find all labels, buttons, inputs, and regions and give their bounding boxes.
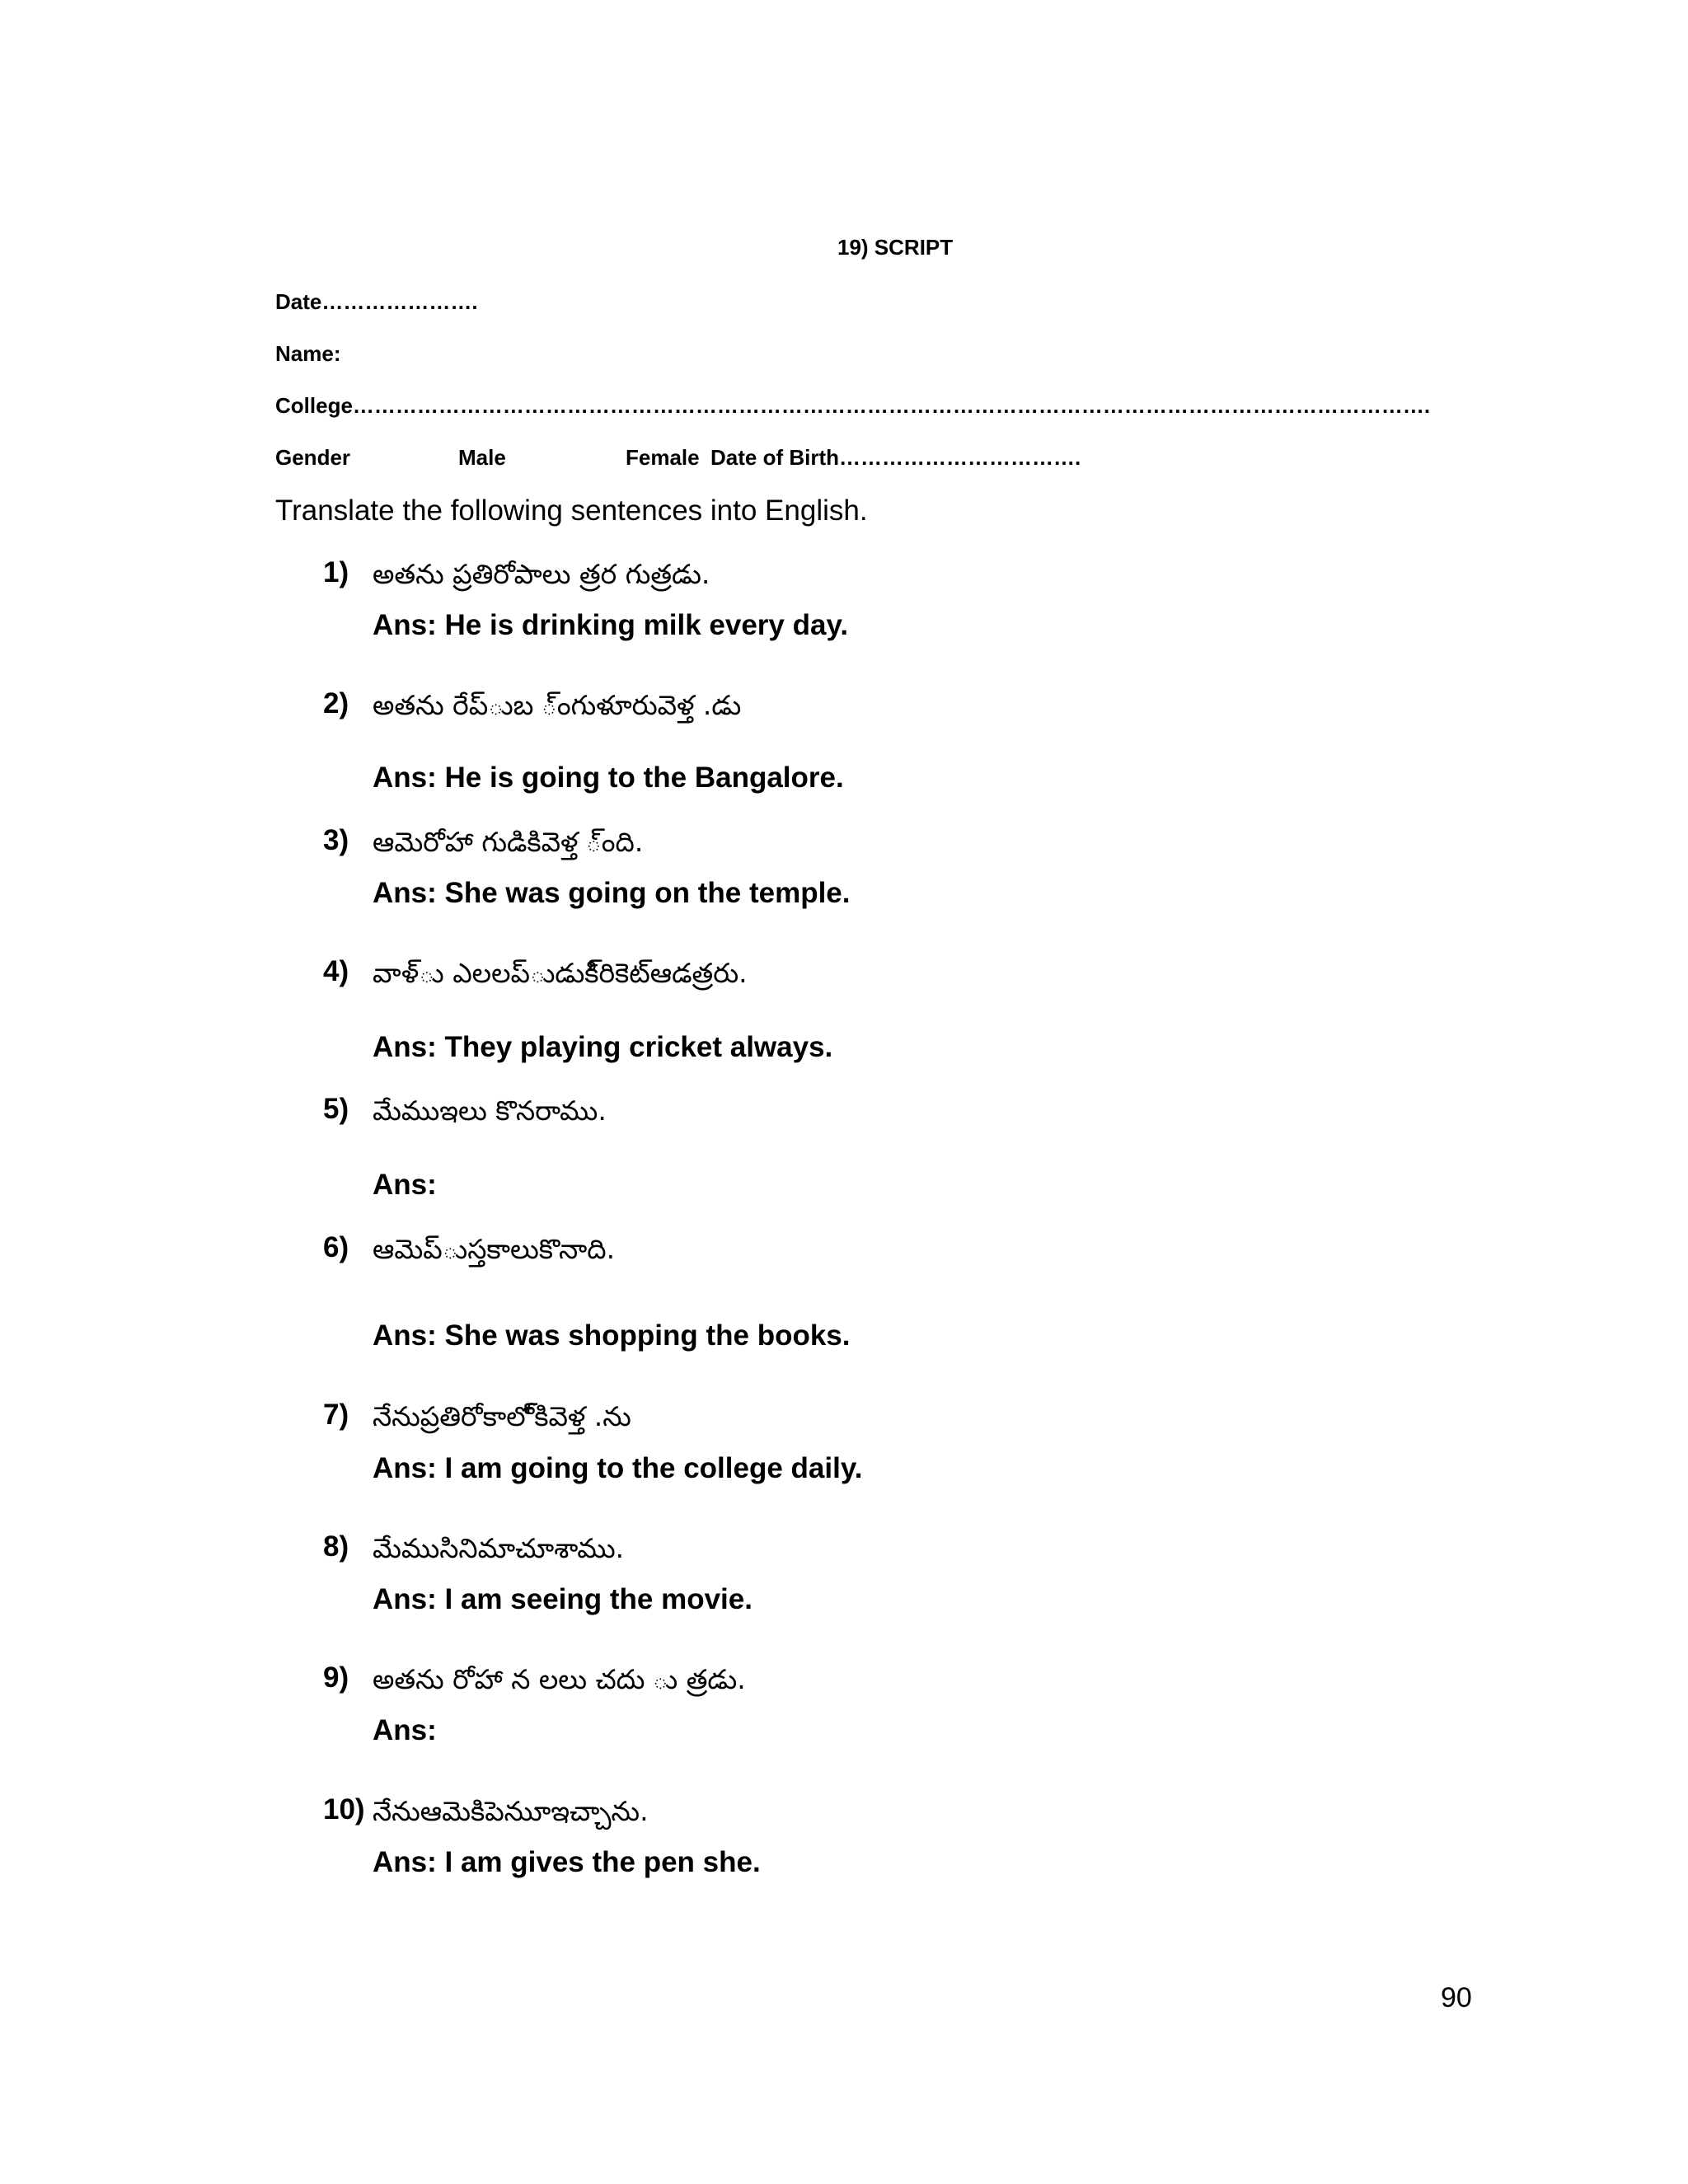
male-option: Male — [458, 445, 506, 470]
page-number: 90 — [1441, 1982, 1472, 2013]
question-text: అతను రేప్ుబ ్ంగుళూరువెళ్త .డు — [373, 689, 742, 721]
question-number: 4) — [323, 955, 349, 987]
answer-text: Ans: He is drinking milk every day. — [373, 609, 849, 641]
instructions: Translate the following sentences into English. — [275, 494, 868, 527]
dob-field: Date of Birth……………………………. — [710, 445, 1081, 470]
answer-text: Ans: — [373, 1169, 437, 1201]
question-number: 6) — [323, 1231, 349, 1263]
question-text: ఆమెప్ుస్తకాలుకొనాది. — [373, 1233, 616, 1265]
date-field: Date…………………. — [275, 289, 478, 314]
college-field: College……………………………………………………………………………………………………………………………………. — [275, 393, 1431, 418]
question-text: నేనుఆమెకిపెనుూఇచ్చాను. — [373, 1795, 649, 1827]
question-text: అతను ప్రతిరోపాలు త్రర గుత్రడు. — [373, 558, 710, 590]
question-text: నేనుప్రతిరోకాలో్కివెళ్త .ను — [373, 1400, 631, 1432]
name-field: Name: — [275, 341, 341, 366]
question-text: వాళ్ు ఎలలప్ుడుకి్రికెట్ఆడత్రరు. — [373, 957, 748, 989]
answer-text: Ans: She was going on the temple. — [373, 877, 851, 909]
page-title: 19) SCRIPT — [837, 235, 954, 260]
question-number: 1) — [323, 556, 349, 588]
question-number: 9) — [323, 1661, 349, 1694]
answer-text: Ans: They playing cricket always. — [373, 1031, 833, 1063]
gender-label: Gender — [275, 445, 351, 470]
answer-text: Ans: I am going to the college daily. — [373, 1452, 863, 1484]
question-number: 3) — [323, 824, 349, 856]
question-text: మేముఇలు కొనరాము. — [373, 1094, 607, 1127]
question-number: 10) — [323, 1793, 365, 1825]
answer-text: Ans: I am gives the pen she. — [373, 1846, 761, 1878]
female-option: Female — [626, 445, 700, 470]
question-number: 2) — [323, 687, 349, 719]
question-text: ఆమెరోహా గుడికివెళ్త ్ంది. — [373, 826, 644, 858]
question-text: అతను రోహా న లలు చదు ు త్రడు. — [373, 1663, 746, 1695]
answer-text: Ans: — [373, 1714, 437, 1746]
question-number: 8) — [323, 1530, 349, 1563]
answer-text: Ans: He is going to the Bangalore. — [373, 762, 844, 794]
question-number: 7) — [323, 1399, 349, 1431]
answer-text: Ans: I am seeing the movie. — [373, 1583, 753, 1615]
question-text: మేముసినిమాచూశాము. — [373, 1532, 625, 1564]
question-number: 5) — [323, 1093, 349, 1125]
answer-text: Ans: She was shopping the books. — [373, 1319, 851, 1352]
